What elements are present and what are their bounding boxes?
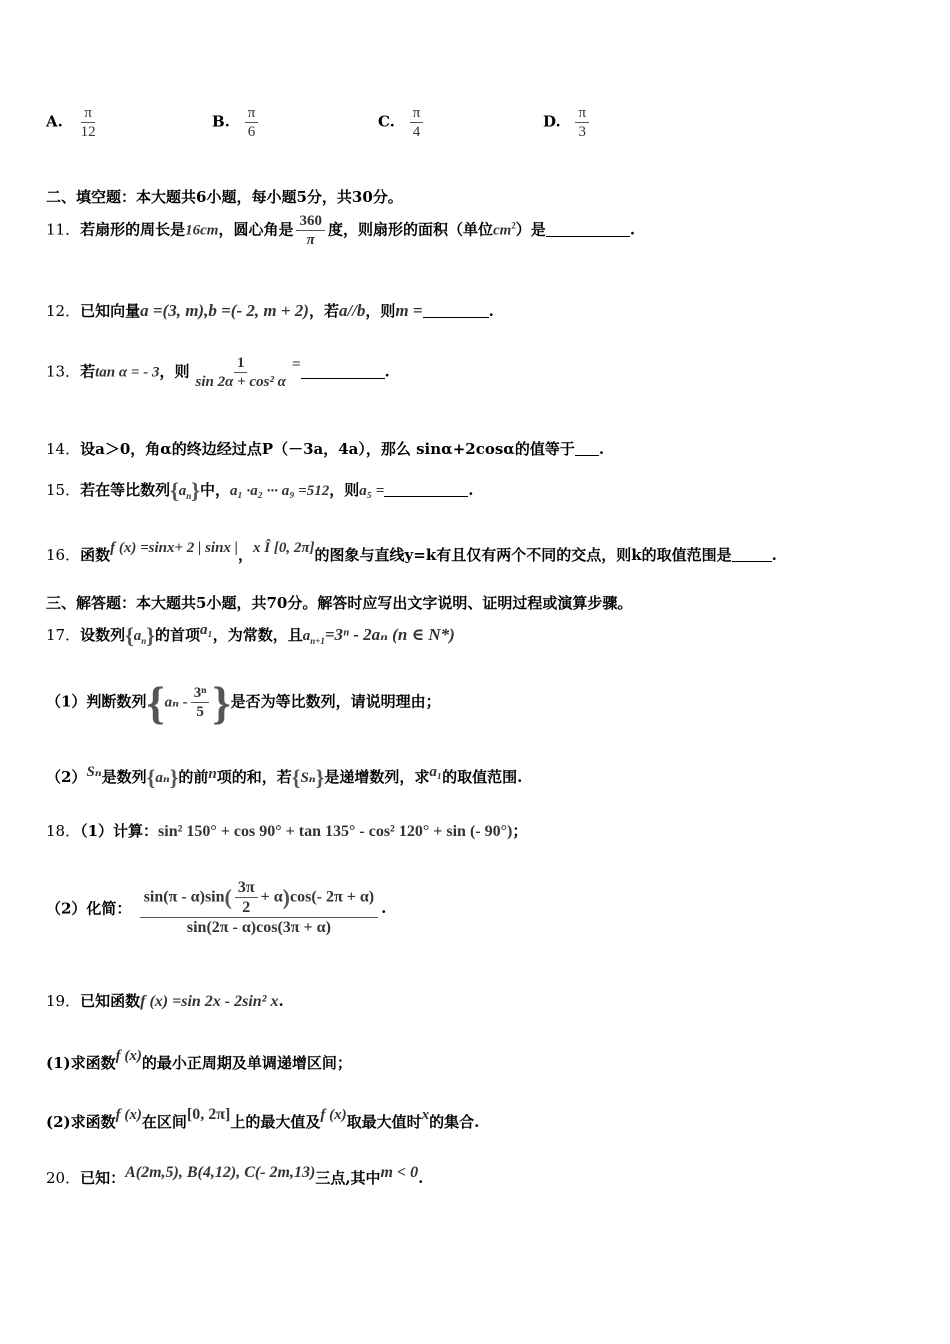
- question-17-part-1: （1）判断数列{aₙ - $\frac{\text{3ⁿ}}{5}$ }是否为等比数列，请说明理由；: [46, 677, 441, 728]
- option-letter: A.: [46, 112, 63, 131]
- question-17: 17．设数列$\{a_n\}$的首项a₁，为常数，且$a_{n+1}=3^n - 2a_n$ (n ∈ N*): [46, 622, 455, 648]
- question-11: 11．若扇形的周长是16cm，圆心角是 $\frac{360}{\pi}$ 度，则扇形的面积（单位$cm^2$）是 .: [46, 213, 636, 248]
- answer-blank[interactable]: [423, 302, 489, 318]
- answer-blank[interactable]: [575, 440, 599, 456]
- question-19-part-2: (2)求函数f (x)在区间[0, 2π]上的最大值及f (x)取最大值时x的集合.: [46, 1106, 480, 1131]
- question-13: 13．若tan α = - 3，则 $\frac{1}{\text{sin 2α + cos² α}}$ = .: [46, 355, 390, 390]
- option-fraction: $\frac{\pi}{6}$: [245, 104, 259, 141]
- option-fraction: $\frac{\pi}{12}$: [80, 105, 96, 140]
- option-a[interactable]: [46, 104, 102, 141]
- option-fraction: $\frac{\pi}{4}$: [410, 104, 424, 141]
- section-heading: 三、解答题：本大题共5小题，共70分。解答时应写出文字说明、证明过程或演算步骤。: [46, 594, 633, 612]
- option-d[interactable]: [543, 104, 592, 141]
- question-12: 12．已知向量a =(3, m),b =(- 2, m + 2)，若a//b，则m = .: [46, 301, 494, 320]
- section-heading: 二、填空题：本大题共6小题，每小题5分，共30分。: [46, 188, 403, 206]
- option-letter: B.: [212, 112, 230, 131]
- question-20: 20．已知：A(2m,5), B(4,12), C(- 2m,13)三点,其中m < 0.: [46, 1164, 424, 1187]
- option-b[interactable]: [212, 104, 261, 141]
- question-17-part-2: （2）Sₙ是数列{aₙ}的前n项的和，若{Sₙ}是递增数列，求a₁的取值范围.: [46, 764, 523, 790]
- question-18-part-2: （2）化简： sin(π - α)sin( $\frac{3\pi}{2}$ + α)cos(- 2π + α) sin(2π - α)cos(3π + α) .: [46, 879, 387, 937]
- question-18-part-1: 18．（1）计算：sin² 150° + cos 90° + tan 135° - cos² 120° + sin (- 90°)；: [46, 822, 528, 840]
- answer-blank[interactable]: [384, 481, 468, 497]
- question-14: 14．设a＞0，角α的终边经过点P（－3a，4a），那么 sinα+2cosα的值等于 .: [46, 440, 605, 458]
- question-15: 15．若在等比数列$\{a_n\}$中，a₁ ·a₂ ··· a₉ =512，则a₅ = .: [46, 478, 474, 503]
- option-letter: C.: [378, 112, 395, 131]
- question-19: 19．已知函数f (x) =sin 2x - 2sin² x.: [46, 992, 284, 1010]
- simplify-fraction: sin(π - α)sin( $\frac{3\pi}{2}$ + α)cos(- 2π + α) sin(2π - α)cos(3π + α): [140, 878, 378, 938]
- option-c[interactable]: [378, 104, 426, 141]
- answer-blank[interactable]: [732, 546, 772, 562]
- question-16: 16．函数f (x) =sinx+ 2 | sinx |，x Î [0, 2π]的图象与直线y=k有且仅有两个不同的交点，则k的取值范围是 .: [46, 540, 777, 564]
- answer-blank[interactable]: [301, 363, 385, 379]
- option-letter: D.: [543, 112, 561, 131]
- answer-blank[interactable]: [546, 221, 630, 237]
- option-fraction: $\frac{\pi}{3}$: [575, 104, 589, 141]
- question-19-part-1: (1)求函数f (x)的最小正周期及单调递增区间；: [46, 1048, 352, 1072]
